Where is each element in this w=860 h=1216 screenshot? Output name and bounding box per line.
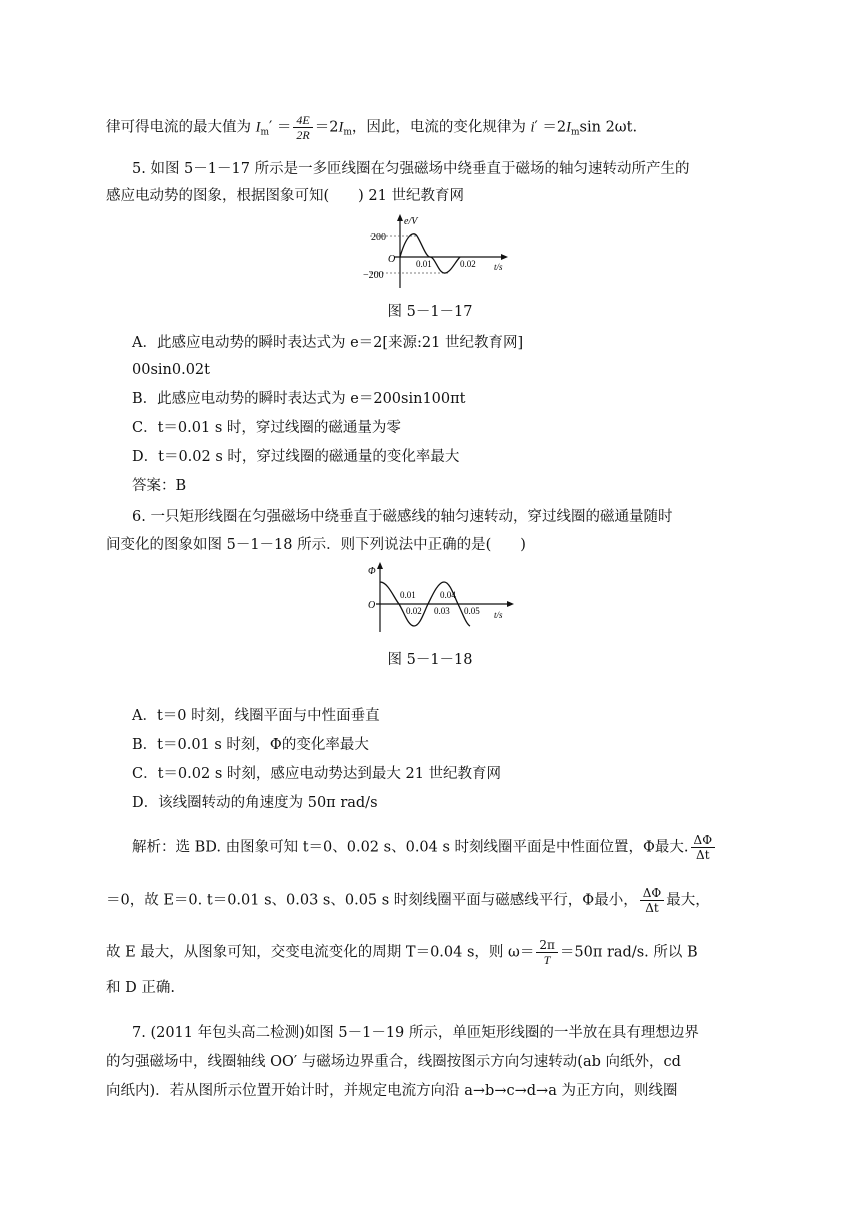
x-tick-002: 0.02 bbox=[460, 259, 476, 269]
solution-line-1: 解析：选 BD. 由图象可知 t＝0、0.02 s、0.04 s 时刻线圈平面是中性面位置，Φ最大. $\frac{\Delta\Phi}{\Delta t}$ bbox=[132, 833, 717, 862]
fraction: $\frac{\Delta\Phi}{\Delta t}$ bbox=[691, 833, 716, 862]
question-7-line-1: 7. (2011 年包头高二检测)如图 5－1－19 所示，单匝矩形线圈的一半放在具有理想边界 bbox=[132, 1025, 699, 1041]
q5-option-b: B．此感应电动势的瞬时表达式为 e＝200sin100πt bbox=[132, 391, 466, 407]
figure-5-1-18 bbox=[366, 560, 526, 640]
x-tick-005: 0.05 bbox=[464, 606, 480, 616]
origin-label: O bbox=[368, 600, 376, 611]
solution-line-4: 和 D 正确. bbox=[106, 980, 175, 996]
x-tick-001: 0.01 bbox=[416, 259, 432, 269]
x-axis-label: t/s bbox=[494, 262, 503, 272]
fraction: $\frac{2\pi}{T}$ bbox=[536, 938, 558, 967]
text-line: 律可得电流的最大值为 $I_m'$ ＝ $\frac{4E}{2R}$ $=2I_m$，因此，电流的变化规律为 $i' =2I_m\sin$ 2ωt. bbox=[106, 113, 638, 142]
fraction: $\frac{\Delta\Phi}{\Delta t}$ bbox=[640, 886, 665, 915]
q5-option-a: A．此感应电动势的瞬时表达式为 e＝2[来源:21 世纪教育网] bbox=[132, 335, 524, 351]
question-6-line-2: 间变化的图象如图 5－1－18 所示．则下列说法中正确的是( ) bbox=[106, 537, 526, 553]
q5-option-d: D．t＝0.02 s 时，穿过线圈的磁通量的变化率最大 bbox=[132, 449, 460, 465]
q6-option-b: B．t＝0.01 s 时刻，Φ的变化率最大 bbox=[132, 737, 369, 753]
y-axis-label: e/V bbox=[404, 216, 418, 227]
question-5-line-2: 感应电动势的图象，根据图象可知( ) 21 世纪教育网 bbox=[106, 188, 464, 204]
figure-5-1-17 bbox=[360, 212, 520, 292]
y-tick-bottom: −200 bbox=[363, 270, 384, 281]
q5-option-a-cont: 00sin0.02t bbox=[132, 362, 210, 378]
question-7-line-2: 的匀强磁场中，线圈轴线 OO′ 与磁场边界重合，线圈按图示方向匀速转动(ab 向纸外，cd bbox=[106, 1054, 681, 1070]
x-tick-004: 0.04 bbox=[440, 590, 456, 600]
figure-caption-1: 图 5－1－17 bbox=[387, 304, 473, 320]
q6-option-a: A．t＝0 时刻，线圈平面与中性面垂直 bbox=[132, 708, 380, 724]
q6-option-d: D．该线圈转动的角速度为 50π rad/s bbox=[132, 795, 378, 811]
x-tick-002: 0.02 bbox=[406, 606, 422, 616]
x-axis-label: t/s bbox=[494, 610, 503, 620]
q6-option-c: C．t＝0.02 s 时刻，感应电动势达到最大 21 世纪教育网 bbox=[132, 766, 502, 782]
figure-caption-2: 图 5－1－18 bbox=[387, 652, 473, 668]
y-axis-label: Φ bbox=[368, 566, 376, 577]
q5-answer: 答案：B bbox=[132, 478, 187, 494]
question-7-line-3: 向纸内)．若从图所示位置开始计时，并规定电流方向沿 a→b→c→d→a 为正方向，则线圈 bbox=[106, 1083, 678, 1099]
y-tick-top: 200 bbox=[371, 232, 386, 243]
origin-label: O bbox=[388, 254, 396, 265]
x-tick-001: 0.01 bbox=[400, 590, 416, 600]
solution-line-2: ＝0，故 E＝0. t＝0.01 s、0.03 s、0.05 s 时刻线圈平面与磁感线平行，Φ最小， $\frac{\Delta\Phi}{\Delta t}$ 最大， bbox=[106, 886, 710, 915]
question-6-line-1: 6. 一只矩形线圈在匀强磁场中绕垂直于磁感线的轴匀速转动，穿过线圈的磁通量随时 bbox=[132, 509, 673, 525]
x-tick-003: 0.03 bbox=[434, 606, 450, 616]
q5-option-c: C．t＝0.01 s 时，穿过线圈的磁通量为零 bbox=[132, 420, 401, 436]
fraction: $\frac{4E}{2R}$ bbox=[293, 113, 312, 142]
solution-line-3: 故 E 最大，从图象可知，交变电流变化的周期 T＝0.04 s，则 ω＝ $\frac{2\pi}{T}$ ＝50π rad/s. 所以 B bbox=[106, 938, 698, 967]
question-5-line-1: 5. 如图 5－1－17 所示是一多匝线圈在匀强磁场中绕垂直于磁场的轴匀速转动所产生的 bbox=[132, 161, 690, 177]
